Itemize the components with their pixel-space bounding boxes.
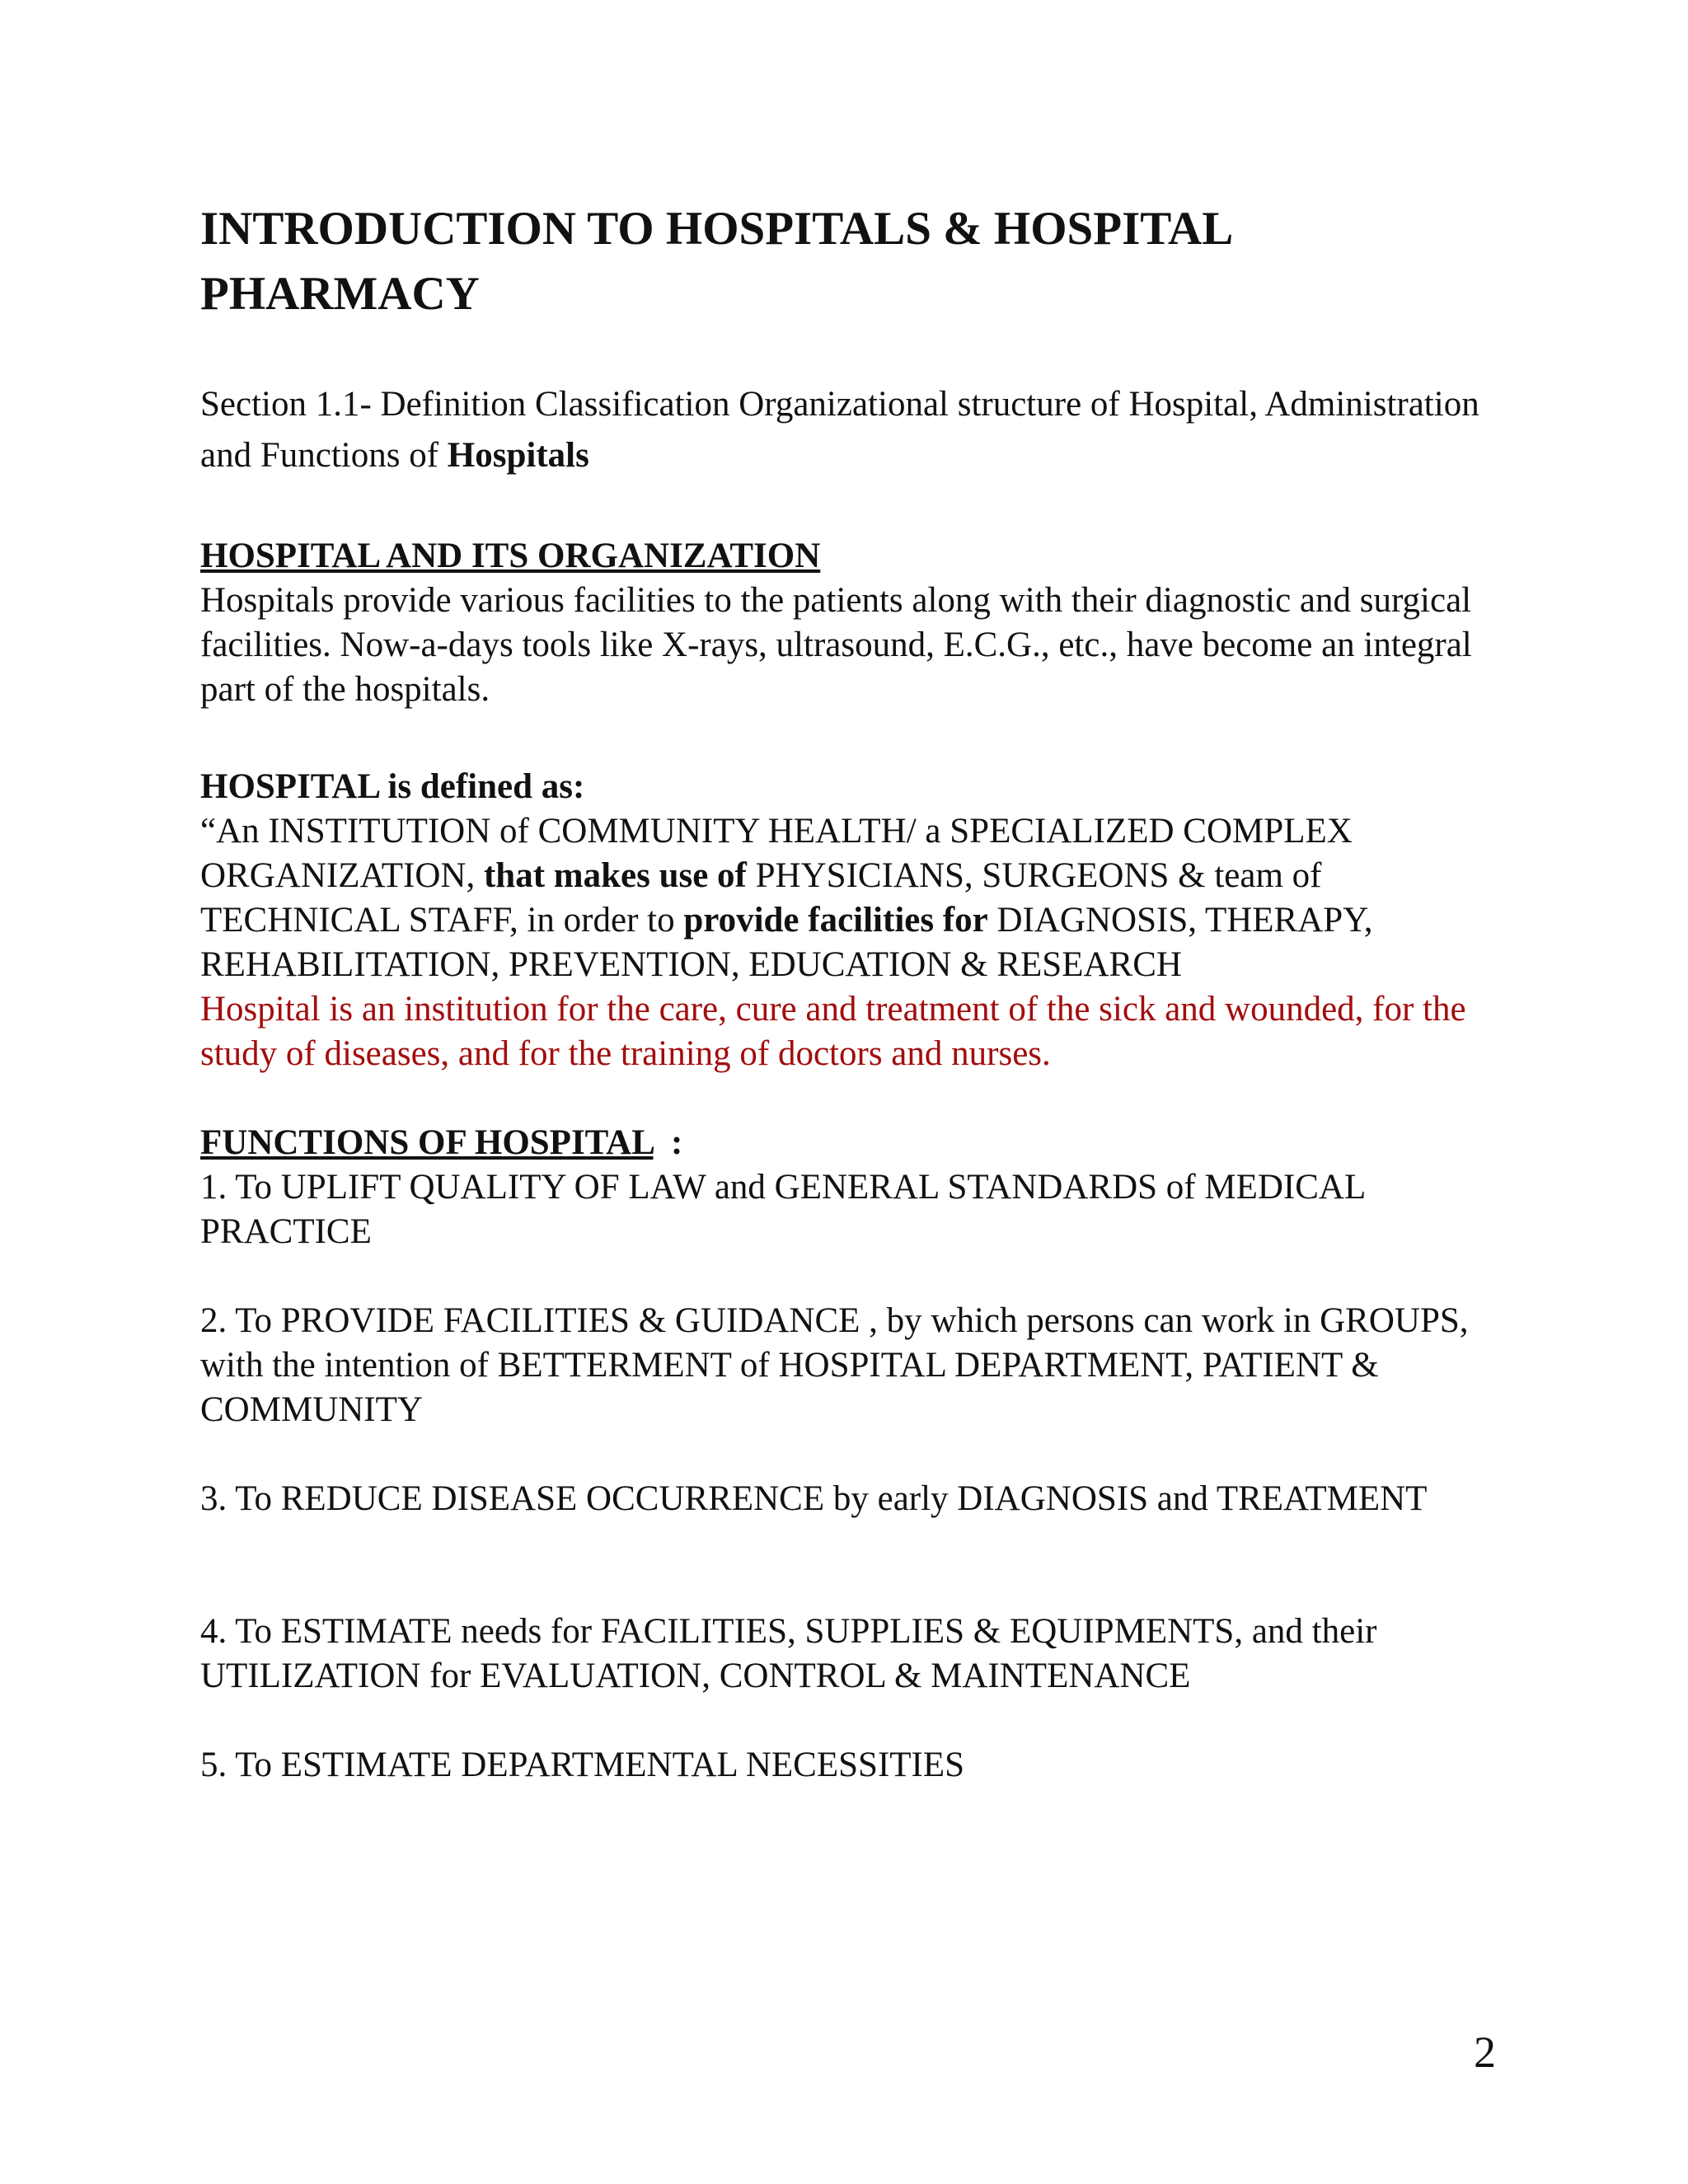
function-item-3: 3. To REDUCE DISEASE OCCURRENCE by early DIAGNOSIS and TREATMENT xyxy=(200,1479,1428,1518)
definition-bold-1: that makes use of xyxy=(483,856,747,895)
functions-heading-label: FUNCTIONS OF HOSPITAL xyxy=(200,1123,654,1162)
function-item-2: 2. To PROVIDE FACILITIES & GUIDANCE , by which persons can work in GROUPS, with the intention of BETTERMENT of HOSPITAL DEPARTMENT, PATIENT & COMMUNITY xyxy=(200,1301,1469,1429)
definition-red-paragraph: Hospital is an institution for the care, cure and treatment of the sick and wounded, for the study of diseases, and for the training of doctors and nurses. xyxy=(200,990,1466,1073)
section-subtitle-bold: Hospitals xyxy=(447,436,589,475)
function-item-5: 5. To ESTIMATE DEPARTMENTAL NECESSITIES xyxy=(200,1746,965,1784)
organization-paragraph: Hospitals provide various facilities to the patients along with their diagnostic and surgical facilities. Now-a-days tools like X-rays, ultrasound, E.C.G., etc., have become an integral part of the hospitals. xyxy=(200,581,1472,709)
section-subtitle xyxy=(200,379,1503,481)
page-number: 2 xyxy=(1474,2027,1496,2077)
definition-paragraph xyxy=(200,809,1503,987)
page-title: INTRODUCTION TO HOSPITALS & HOSPITAL PHARMACY xyxy=(200,203,1231,320)
organization-heading: HOSPITAL AND ITS ORGANIZATION xyxy=(200,537,821,575)
definition-text-3: DIAGNOSIS, THERAPY, REHABILITATION, PREVENTION, EDUCATION & RESEARCH xyxy=(200,901,1373,984)
section-subtitle-text: Section 1.1- Definition Classification Organizational structure of Hospital, Administration and Functions of xyxy=(200,385,1479,475)
definition-heading: HOSPITAL is defined as: xyxy=(200,767,585,806)
definition-text-1: “An INSTITUTION of COMMUNITY HEALTH/ a SPECIALIZED COMPLEX ORGANIZATION, xyxy=(200,812,1353,895)
definition-text-2: PHYSICIANS, SURGEONS & team of TECHNICAL STAFF, in order to xyxy=(200,856,1322,940)
function-item-4: 4. To ESTIMATE needs for FACILITIES, SUPPLIES & EQUIPMENTS, and their UTILIZATION for EVALUATION, CONTROL & MAINTENANCE xyxy=(200,1612,1377,1695)
functions-heading xyxy=(200,1121,1503,1165)
definition-bold-2: provide facilities for xyxy=(683,901,988,940)
function-item-1: 1. To UPLIFT QUALITY OF LAW and GENERAL STANDARDS of MEDICAL PRACTICE xyxy=(200,1168,1365,1251)
functions-heading-colon: : xyxy=(653,1123,683,1162)
